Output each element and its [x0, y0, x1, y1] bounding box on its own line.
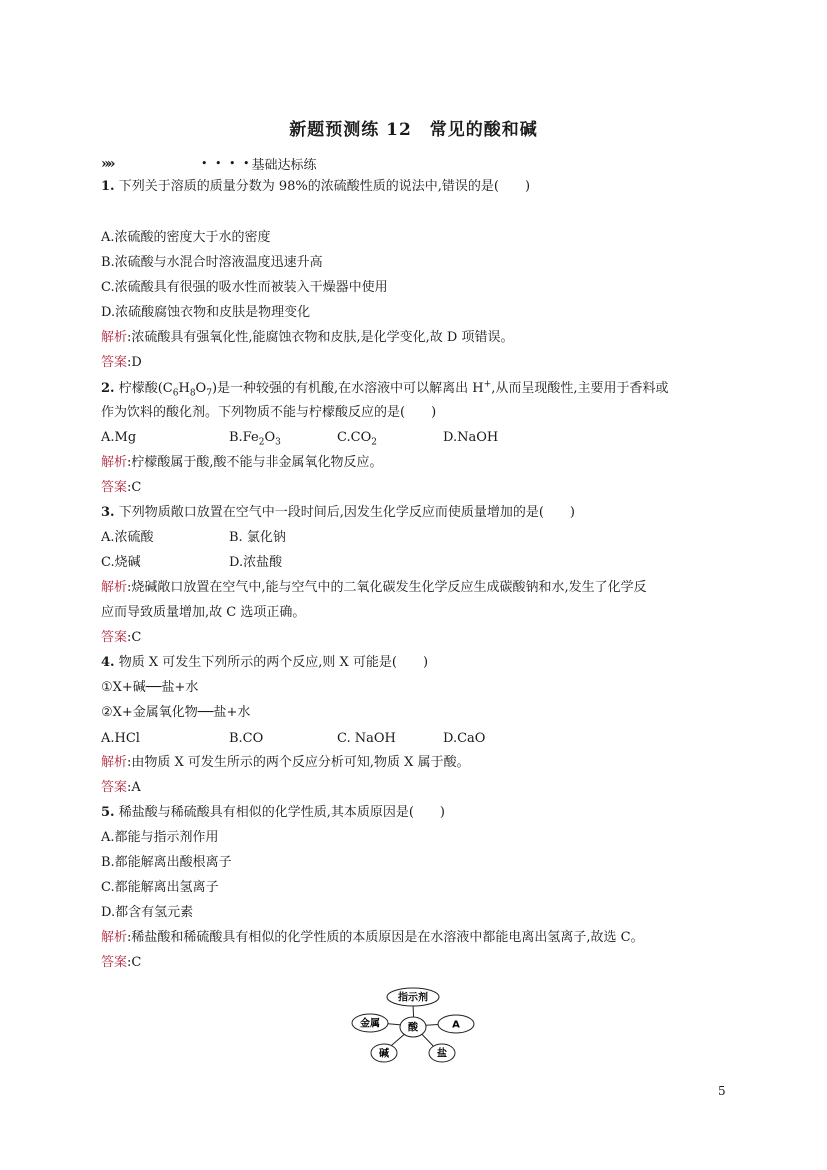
question-4-option-d: D.CaO — [443, 731, 486, 746]
question-4-option-c: C. NaOH — [337, 731, 396, 746]
question-5-analysis: 解析:稀盐酸和稀硫酸具有相似的化学性质的本质原因是在水溶液中都能电离出氢离子,故选 C。 — [101, 930, 644, 945]
question-2-option-b: $B.Fe_2O_3$ — [229, 430, 281, 448]
diagram-label-top: 指示剂 — [398, 992, 428, 1004]
question-3-analysis-line-2: 应而导致质量增加,故 C 选项正确。 — [101, 605, 306, 620]
question-2-option-c: $C.CO_2$ — [337, 430, 377, 448]
question-2-stem: 2. 柠檬酸$(C_6H_8O_7)$是一种较强的有机酸,在水溶液中可以解离出 H+,从而呈现酸性,主要用于香料或 — [101, 379, 669, 399]
question-4-option-a: A.HCl — [101, 731, 140, 746]
question-4-analysis: 解析:由物质 X 可发生所示的两个反应分析可知,物质 X 属于酸。 — [101, 755, 470, 770]
question-5-option-b: B.都能解离出酸根离子 — [101, 855, 232, 870]
question-4-answer: 答案:A — [101, 780, 141, 795]
question-3-option-c: C.烧碱 — [101, 555, 141, 570]
question-2-answer: 答案:C — [101, 480, 142, 495]
diagram-label-right: A — [452, 1019, 460, 1031]
question-5-stem: 5. 稀盐酸与稀硫酸具有相似的化学性质,其本质原因是( ) — [101, 805, 445, 820]
question-4-stem: 4. 物质 X 可发生下列所示的两个反应,则 X 可能是( ) — [101, 655, 429, 670]
question-3-answer: 答案:C — [101, 630, 142, 645]
page-title: 新题预测练 12 常见的酸和碱 — [289, 120, 538, 140]
question-4-reaction-2: ②X+金属氧化物──盐+水 — [101, 705, 251, 720]
question-3-stem: 3. 下列物质敞口放置在空气中一段时间后,因发生化学反应而使质量增加的是( ) — [101, 505, 575, 520]
question-1-answer: 答案:D — [101, 355, 142, 370]
question-5-option-c: C.都能解离出氢离子 — [101, 880, 219, 895]
chevron-icon: »» — [101, 155, 113, 172]
question-5-option-d: D.都含有氢元素 — [101, 905, 194, 920]
question-3-analysis: 解析:烧碱敞口放置在空气中,能与空气中的二氧化碳发生化学反应生成碳酸钠和水,发生了化学反 — [101, 580, 647, 595]
diagram-label-center: 酸 — [408, 1022, 418, 1034]
diagram-label-left: 金属 — [360, 1018, 380, 1030]
section-header — [101, 154, 316, 173]
question-3-option-d: D.浓盐酸 — [229, 555, 283, 570]
question-1-analysis: 解析:浓硫酸具有强氧化性,能腐蚀衣物和皮肤,是化学变化,故 D 项错误。 — [101, 330, 514, 345]
question-1-stem: 1. 下列关于溶质的质量分数为 98%的浓硫酸性质的说法中,错误的是( ) — [101, 179, 531, 194]
question-2-option-a: A.Mg — [101, 430, 137, 445]
question-1-option-d: D.浓硫酸腐蚀衣物和皮肤是物理变化 — [101, 305, 311, 320]
section-label: 基础达标练 — [251, 158, 317, 173]
question-5-answer: 答案:C — [101, 955, 142, 970]
diagram-label-bottom-left: 碱 — [379, 1048, 389, 1060]
question-3-option-a: A.浓硫酸 — [101, 530, 154, 545]
dots-decoration: • • • • — [201, 157, 252, 170]
question-2-stem-line-2: 作为饮料的酸化剂。下列物质不能与柠檬酸反应的是( ) — [101, 405, 437, 420]
question-4-reaction-1: ①X+碱──盐+水 — [101, 680, 199, 695]
question-2-option-d: D.NaOH — [443, 430, 499, 445]
diagram-label-bottom-right: 盐 — [437, 1048, 447, 1060]
question-1-option-b: B.浓硫酸与水混合时溶液温度迅速升高 — [101, 255, 323, 270]
question-1-option-c: C.浓硫酸具有很强的吸水性而被装入干燥器中使用 — [101, 280, 388, 295]
question-5-option-a: A.都能与指示剂作用 — [101, 830, 219, 845]
question-3-option-b: B. 氯化钠 — [229, 530, 286, 545]
page-number: 5 — [718, 1084, 726, 1098]
acid-properties-diagram — [350, 985, 480, 1065]
question-1-option-a: A.浓硫酸的密度大于水的密度 — [101, 230, 271, 245]
question-2-analysis: 解析:柠檬酸属于酸,酸不能与非金属氧化物反应。 — [101, 455, 383, 470]
question-4-option-b: B.CO — [229, 731, 264, 746]
